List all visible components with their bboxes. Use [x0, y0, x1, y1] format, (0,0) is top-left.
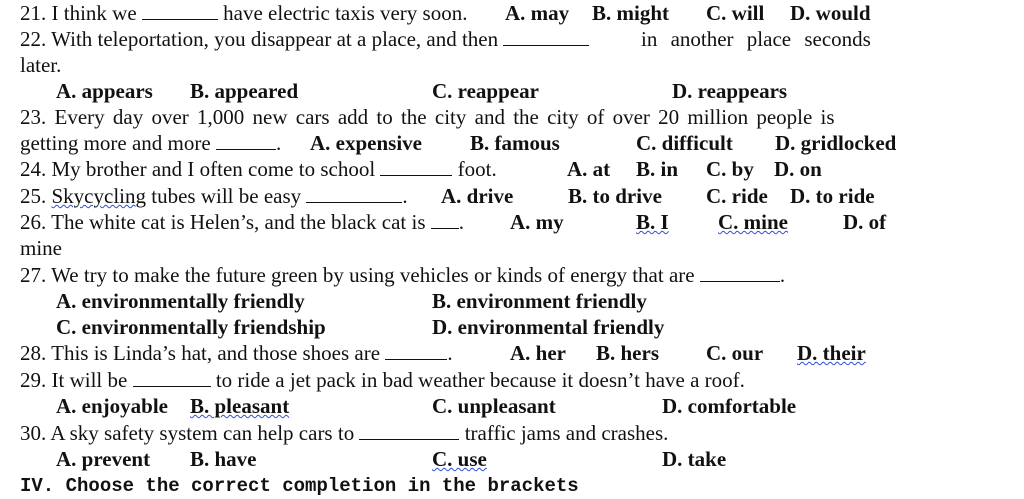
q26-option-b: B. I: [636, 210, 669, 234]
question-30: [20, 421, 668, 446]
q29-text-b: to ride a jet pack in bad weather because it doesn’t have a roof.: [215, 368, 745, 392]
q23-option-a: A. expensive: [310, 131, 422, 155]
q25-text-a: Skycycling: [51, 184, 146, 208]
q30-option-a: A. prevent: [56, 447, 151, 471]
q28-option-b: B. hers: [596, 341, 659, 365]
question-27: 27. We try to make the future green by using vehicles or kinds of energy that are .: [20, 263, 786, 287]
q22-text-c: later.: [20, 53, 62, 77]
q22-text-b: in another place seconds: [641, 27, 871, 51]
q23-option-d: D. gridlocked: [775, 131, 897, 155]
q25-option-b: B. to drive: [568, 184, 662, 208]
q29-blank: [133, 368, 211, 387]
q23-option-c: C. difficult: [636, 131, 733, 155]
q29-option-a: A. enjoyable: [56, 394, 168, 418]
q27-number: 27.: [20, 263, 47, 287]
q23-number: 23.: [20, 105, 47, 129]
question-28: 28. This is Linda’s hat, and those shoes are .: [20, 341, 453, 365]
q27-text-a: We try to make the future green by using vehicles or kinds of energy that are: [51, 263, 695, 287]
q25-text-b: tubes will be easy: [151, 184, 302, 208]
q22-option-b: B. appeared: [190, 79, 299, 103]
q29-text-a: It will be: [51, 368, 128, 392]
q28-text-a: This is Linda’s hat, and those shoes are: [51, 341, 381, 365]
q22-option-d: D. reappears: [672, 79, 788, 103]
q27-option-c: C. environmentally friendship: [56, 315, 326, 339]
q29-option-c: C. unpleasant: [432, 394, 556, 418]
q24-blank: [380, 157, 452, 176]
q30-option-d: D. take: [662, 447, 727, 471]
q28-blank: [385, 341, 447, 360]
q26-text-a: The white cat is Helen’s, and the black cat is: [51, 210, 426, 234]
q29-number: 29.: [20, 368, 47, 392]
q22-blank: [503, 27, 589, 46]
q30-option-c: C. use: [432, 447, 487, 471]
q29-option-d: D. comfortable: [662, 394, 797, 418]
question-29: [20, 368, 745, 393]
q25-blank: [306, 184, 402, 203]
question-23: [20, 105, 835, 130]
q26-option-d: D. of: [843, 210, 887, 234]
q23-blank: [216, 131, 276, 150]
q25-option-d: D. to ride: [790, 184, 875, 208]
q28-number: 28.: [20, 341, 47, 365]
section-heading: IV. Choose the correct completion in the brackets: [20, 475, 579, 497]
q28-option-a: A. her: [510, 341, 566, 365]
q21-blank: [142, 1, 218, 20]
q21-number: 21.: [20, 1, 47, 25]
q26-number: 26.: [20, 210, 47, 234]
q23-line-2: getting more and more .: [20, 131, 282, 155]
q29-option-b: B. pleasant: [190, 394, 290, 418]
question-24: [20, 157, 497, 182]
q28-option-c: C. our: [706, 341, 764, 365]
question-26: 26. The white cat is Helen’s, and the black cat is .: [20, 210, 464, 234]
q21-text-a: I think we: [51, 1, 137, 25]
question-21: [20, 1, 467, 26]
q22-text-a: With teleportation, you disappear at a place, and then: [51, 27, 499, 51]
q23-option-b: B. famous: [470, 131, 560, 155]
q24-number: 24.: [20, 157, 47, 181]
q23-text-b: getting more and more: [20, 131, 211, 155]
q27-option-b: B. environment friendly: [432, 289, 647, 313]
q22-number: 22.: [20, 27, 47, 51]
q25-number: 25.: [20, 184, 47, 208]
q28-option-d: D. their: [797, 341, 866, 365]
q26-text-c: mine: [20, 236, 62, 260]
q23-text-a: Every day over 1,000 new cars add to the city and the city of over 20 million people is: [54, 105, 835, 129]
q22-option-a: A. appears: [56, 79, 153, 103]
q30-blank: [359, 421, 459, 440]
q21-option-b: B. might: [592, 1, 670, 25]
q30-text-b: traffic jams and crashes.: [464, 421, 669, 445]
q30-option-b: B. have: [190, 447, 257, 471]
q26-option-a: A. my: [510, 210, 564, 234]
question-25: 25. Skycycling tubes will be easy .: [20, 184, 408, 208]
q21-option-a: A. may: [505, 1, 570, 25]
q26-option-c: C. mine: [718, 210, 788, 234]
q27-option-d: D. environmental friendly: [432, 315, 665, 339]
q30-number: 30.: [20, 421, 47, 445]
q21-option-c: C. will: [706, 1, 765, 25]
q24-option-c: C. by: [706, 157, 754, 181]
q24-text-a: My brother and I often come to school: [51, 157, 376, 181]
q24-option-b: B. in: [636, 157, 679, 181]
q21-text-b: have electric taxis very soon.: [223, 1, 468, 25]
question-22: [20, 27, 589, 52]
q22-option-c: C. reappear: [432, 79, 539, 103]
q24-text-b: foot.: [457, 157, 497, 181]
q24-option-a: A. at: [567, 157, 611, 181]
q25-option-c: C. ride: [706, 184, 768, 208]
q30-text-a: A sky safety system can help cars to: [50, 421, 355, 445]
q27-option-a: A. environmentally friendly: [56, 289, 305, 313]
q27-blank: [700, 263, 780, 282]
q21-option-d: D. would: [790, 1, 871, 25]
q26-blank: [431, 210, 459, 229]
q25-option-a: A. drive: [441, 184, 514, 208]
q24-option-d: D. on: [774, 157, 822, 181]
